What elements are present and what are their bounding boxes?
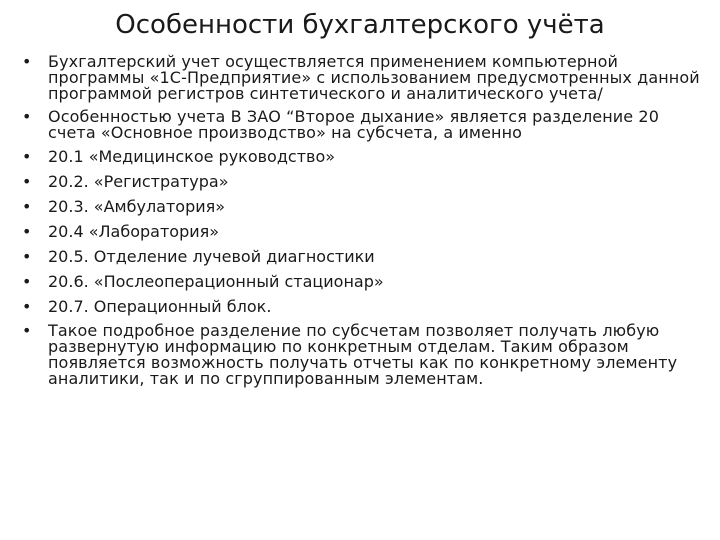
- bullet-item: [22, 223, 702, 241]
- bullet-item: [22, 273, 702, 291]
- bullet-text: 20.1 «Медицинское руководство»: [48, 147, 336, 166]
- bullet-item: [22, 148, 702, 166]
- bullet-text: 20.5. Отделение лучевой диагностики: [48, 247, 375, 266]
- bullet-icon: •: [22, 52, 32, 71]
- bullet-list: [22, 54, 702, 394]
- bullet-item: [22, 173, 702, 191]
- bullet-icon: •: [22, 107, 32, 126]
- bullet-item: [22, 248, 702, 266]
- bullet-icon: •: [22, 297, 32, 316]
- bullet-text: Бухгалтерский учет осуществляется применением компьютерной программы «1С-Предприятие» с использованием предусмотренных данной программой регистров синтетического и аналитического учета/: [48, 52, 700, 103]
- bullet-text: Особенностью учета В ЗАО “Второе дыхание» является разделение 20 счета «Основное производство» на субсчета, а именно: [48, 107, 659, 142]
- bullet-icon: •: [22, 222, 32, 241]
- bullet-text: 20.6. «Послеоперационный стационар»: [48, 272, 384, 291]
- bullet-text: 20.2. «Регистратура»: [48, 172, 229, 191]
- bullet-text: 20.7. Операционный блок.: [48, 297, 272, 316]
- bullet-icon: •: [22, 272, 32, 291]
- bullet-item: [22, 323, 702, 387]
- slide-title: Особенности бухгалтерского учёта: [115, 10, 605, 40]
- bullet-item: [22, 109, 702, 141]
- bullet-text: 20.3. «Амбулатория»: [48, 197, 226, 216]
- bullet-icon: •: [22, 247, 32, 266]
- bullet-icon: •: [22, 197, 32, 216]
- bullet-text: 20.4 «Лаборатория»: [48, 222, 220, 241]
- bullet-item: [22, 54, 702, 102]
- bullet-text: Такое подробное разделение по субсчетам позволяет получать любую развернутую информацию по конкретным отделам. Таким образом появляется возможность получать отчеты как по конкретному элементу аналитики, так и по сгруппированным элементам.: [48, 321, 678, 388]
- bullet-icon: •: [22, 172, 32, 191]
- bullet-icon: •: [22, 147, 32, 166]
- bullet-item: [22, 298, 702, 316]
- bullet-icon: •: [22, 321, 32, 340]
- bullet-item: [22, 198, 702, 216]
